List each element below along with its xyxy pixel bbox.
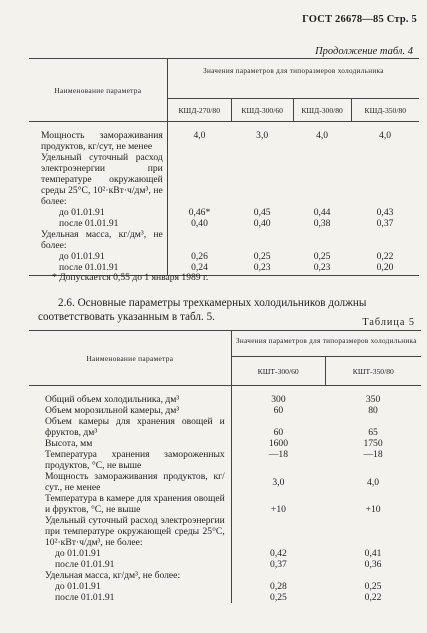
row-label: Общий объем холодильника, дм³ xyxy=(29,386,231,406)
cell: 0,25 xyxy=(364,581,382,592)
table-row xyxy=(29,515,421,548)
row-label: после 01.01.91 xyxy=(29,218,167,229)
table-row xyxy=(29,251,419,262)
cell: 80 xyxy=(368,405,378,416)
table-row xyxy=(29,493,421,515)
cell: 0,25 xyxy=(270,592,287,603)
table-row xyxy=(29,218,419,229)
cell: —18 xyxy=(268,449,289,460)
table-5 xyxy=(29,330,421,603)
row-label: Удельная масса, кг/дм³, не более: xyxy=(29,229,167,251)
table5-param-header: Наименование параметра xyxy=(29,331,231,386)
table-row xyxy=(29,471,421,493)
row-label: Температура в камере для хранения овощей и фруктов, °С, не выше xyxy=(29,493,231,515)
row-label: Температура хранения замороженных продуктов, °С, не выше xyxy=(29,449,231,471)
section-2-6 xyxy=(38,296,410,324)
row-label: Объем камеры для хранения овощей и фруктов, дм³ xyxy=(29,416,231,438)
cell: 65 xyxy=(368,427,378,438)
cell: 0,36 xyxy=(364,559,382,570)
cell: 4,0 xyxy=(316,130,329,141)
cell: +10 xyxy=(270,504,286,515)
table4-col-header: КШД-350/80 xyxy=(351,99,419,122)
cell: 0,23 xyxy=(231,262,293,276)
cell: 0,42 xyxy=(270,548,287,559)
cell xyxy=(231,229,293,251)
cell xyxy=(325,570,421,581)
table-row xyxy=(29,449,421,471)
cell: 0,26 xyxy=(191,251,208,262)
cell: 0,25 xyxy=(253,251,271,262)
cell: 1750 xyxy=(363,438,383,449)
row-label: до 01.01.91 xyxy=(29,207,167,218)
cell: —18 xyxy=(363,449,383,460)
table-4 xyxy=(29,58,419,276)
cell: 0,22 xyxy=(376,251,394,262)
page-header: ГОСТ 26678—85 Стр. 5 xyxy=(302,14,417,25)
row-label: Высота, мм xyxy=(29,438,231,449)
table-row xyxy=(29,548,421,559)
cell xyxy=(167,229,231,251)
cell: +10 xyxy=(365,504,381,515)
cell: 0,24 xyxy=(167,262,231,276)
row-label: после 01.01.91 xyxy=(29,592,231,603)
cell: 3,0 xyxy=(256,130,269,141)
cell: 60 xyxy=(273,405,284,416)
table-row xyxy=(29,207,419,218)
cell xyxy=(293,229,351,251)
table4-col-header: КШД-270/80 xyxy=(167,99,231,122)
table5-caption: Таблица 5 xyxy=(362,317,415,328)
cell xyxy=(351,152,419,207)
table-row xyxy=(29,559,421,570)
cell: 0,38 xyxy=(313,218,331,229)
table-row xyxy=(29,416,421,438)
cell xyxy=(293,152,351,207)
cell xyxy=(351,229,419,251)
table-row xyxy=(29,405,421,416)
cell: 60 xyxy=(273,427,284,438)
table4-col-header: КШД-300/60 xyxy=(231,99,293,122)
table5-col-header: КШТ-300/60 xyxy=(231,357,325,386)
cell: 3,0 xyxy=(272,476,285,488)
table-row xyxy=(29,570,421,581)
row-label: Удельная масса, кг/дм³, не более: xyxy=(29,570,231,581)
row-label: Удельный суточный расход электроэнергии при температуре окружающей среды 25°С, 10²·кВт·ч/дм³, не более: xyxy=(29,152,167,207)
cell: 0,43 xyxy=(376,207,394,218)
cell: 0,20 xyxy=(351,262,419,276)
row-label: до 01.01.91 xyxy=(29,251,167,262)
cell xyxy=(231,152,293,207)
cell xyxy=(325,515,421,548)
row-label: Объем морозильной камеры, дм³ xyxy=(29,405,231,416)
table-continuation-label: Продолжение табл. 4 xyxy=(315,46,413,57)
cell: 0,44 xyxy=(313,207,331,218)
table-row xyxy=(29,581,421,592)
table-row xyxy=(29,122,419,153)
row-label: Мощность замораживания продуктов, кг/сут., не менее xyxy=(29,471,231,493)
cell: 0,25 xyxy=(313,251,331,262)
row-label: после 01.01.91 xyxy=(29,559,231,570)
cell xyxy=(231,515,325,548)
row-label: Мощность замораживания продуктов, кг/сут, не менее xyxy=(29,122,167,153)
table-row xyxy=(29,438,421,449)
table4-param-header: Наименование параметра xyxy=(29,59,167,122)
row-label: после 01.01.91 xyxy=(29,262,167,276)
cell: 4,0 xyxy=(379,130,392,141)
table4-group-header: Значения параметров для типоразмеров холодильника xyxy=(167,59,419,99)
table4-footnote: * Допускается 0,55 до 1 января 1989 г. xyxy=(52,272,209,283)
cell xyxy=(167,152,231,207)
cell: 1600 xyxy=(268,438,289,449)
cell: 0,45 xyxy=(253,207,271,218)
cell: 0,40 xyxy=(191,218,208,229)
table-row xyxy=(29,386,421,406)
cell: 350 xyxy=(365,394,381,405)
section-number: 2.6. xyxy=(58,297,75,309)
cell: 0,37 xyxy=(270,559,287,570)
cell: 4,0 xyxy=(367,476,380,488)
table-row xyxy=(29,592,421,603)
cell: 0,22 xyxy=(364,592,382,603)
table-row xyxy=(29,152,419,207)
cell: 0,28 xyxy=(270,581,287,592)
cell xyxy=(231,570,325,581)
cell: 0,41 xyxy=(364,548,382,559)
row-label: до 01.01.91 xyxy=(29,581,231,592)
section-text: Основные параметры трехкамерных холодильников должны соответствовать указанным в табл. 5. xyxy=(38,297,367,323)
cell: 300 xyxy=(271,394,286,405)
cell: 4,0 xyxy=(193,130,206,141)
table4-col-header: КШД-300/80 xyxy=(293,99,351,122)
table5-group-header: Значения параметров для типоразмеров холодильника xyxy=(231,331,421,357)
cell: 0,40 xyxy=(253,218,271,229)
table-row xyxy=(29,229,419,251)
cell: 0,46* xyxy=(188,207,211,218)
cell: 0,37 xyxy=(376,218,394,229)
row-label: до 01.01.91 xyxy=(29,548,231,559)
table5-col-header: КШТ-350/80 xyxy=(325,357,421,386)
row-label: Удельный суточный расход электроэнергии при температуре окружающей среды 25°С, 10²·кВт·ч/дм³, не более: xyxy=(29,515,231,548)
cell: 0,23 xyxy=(293,262,351,276)
